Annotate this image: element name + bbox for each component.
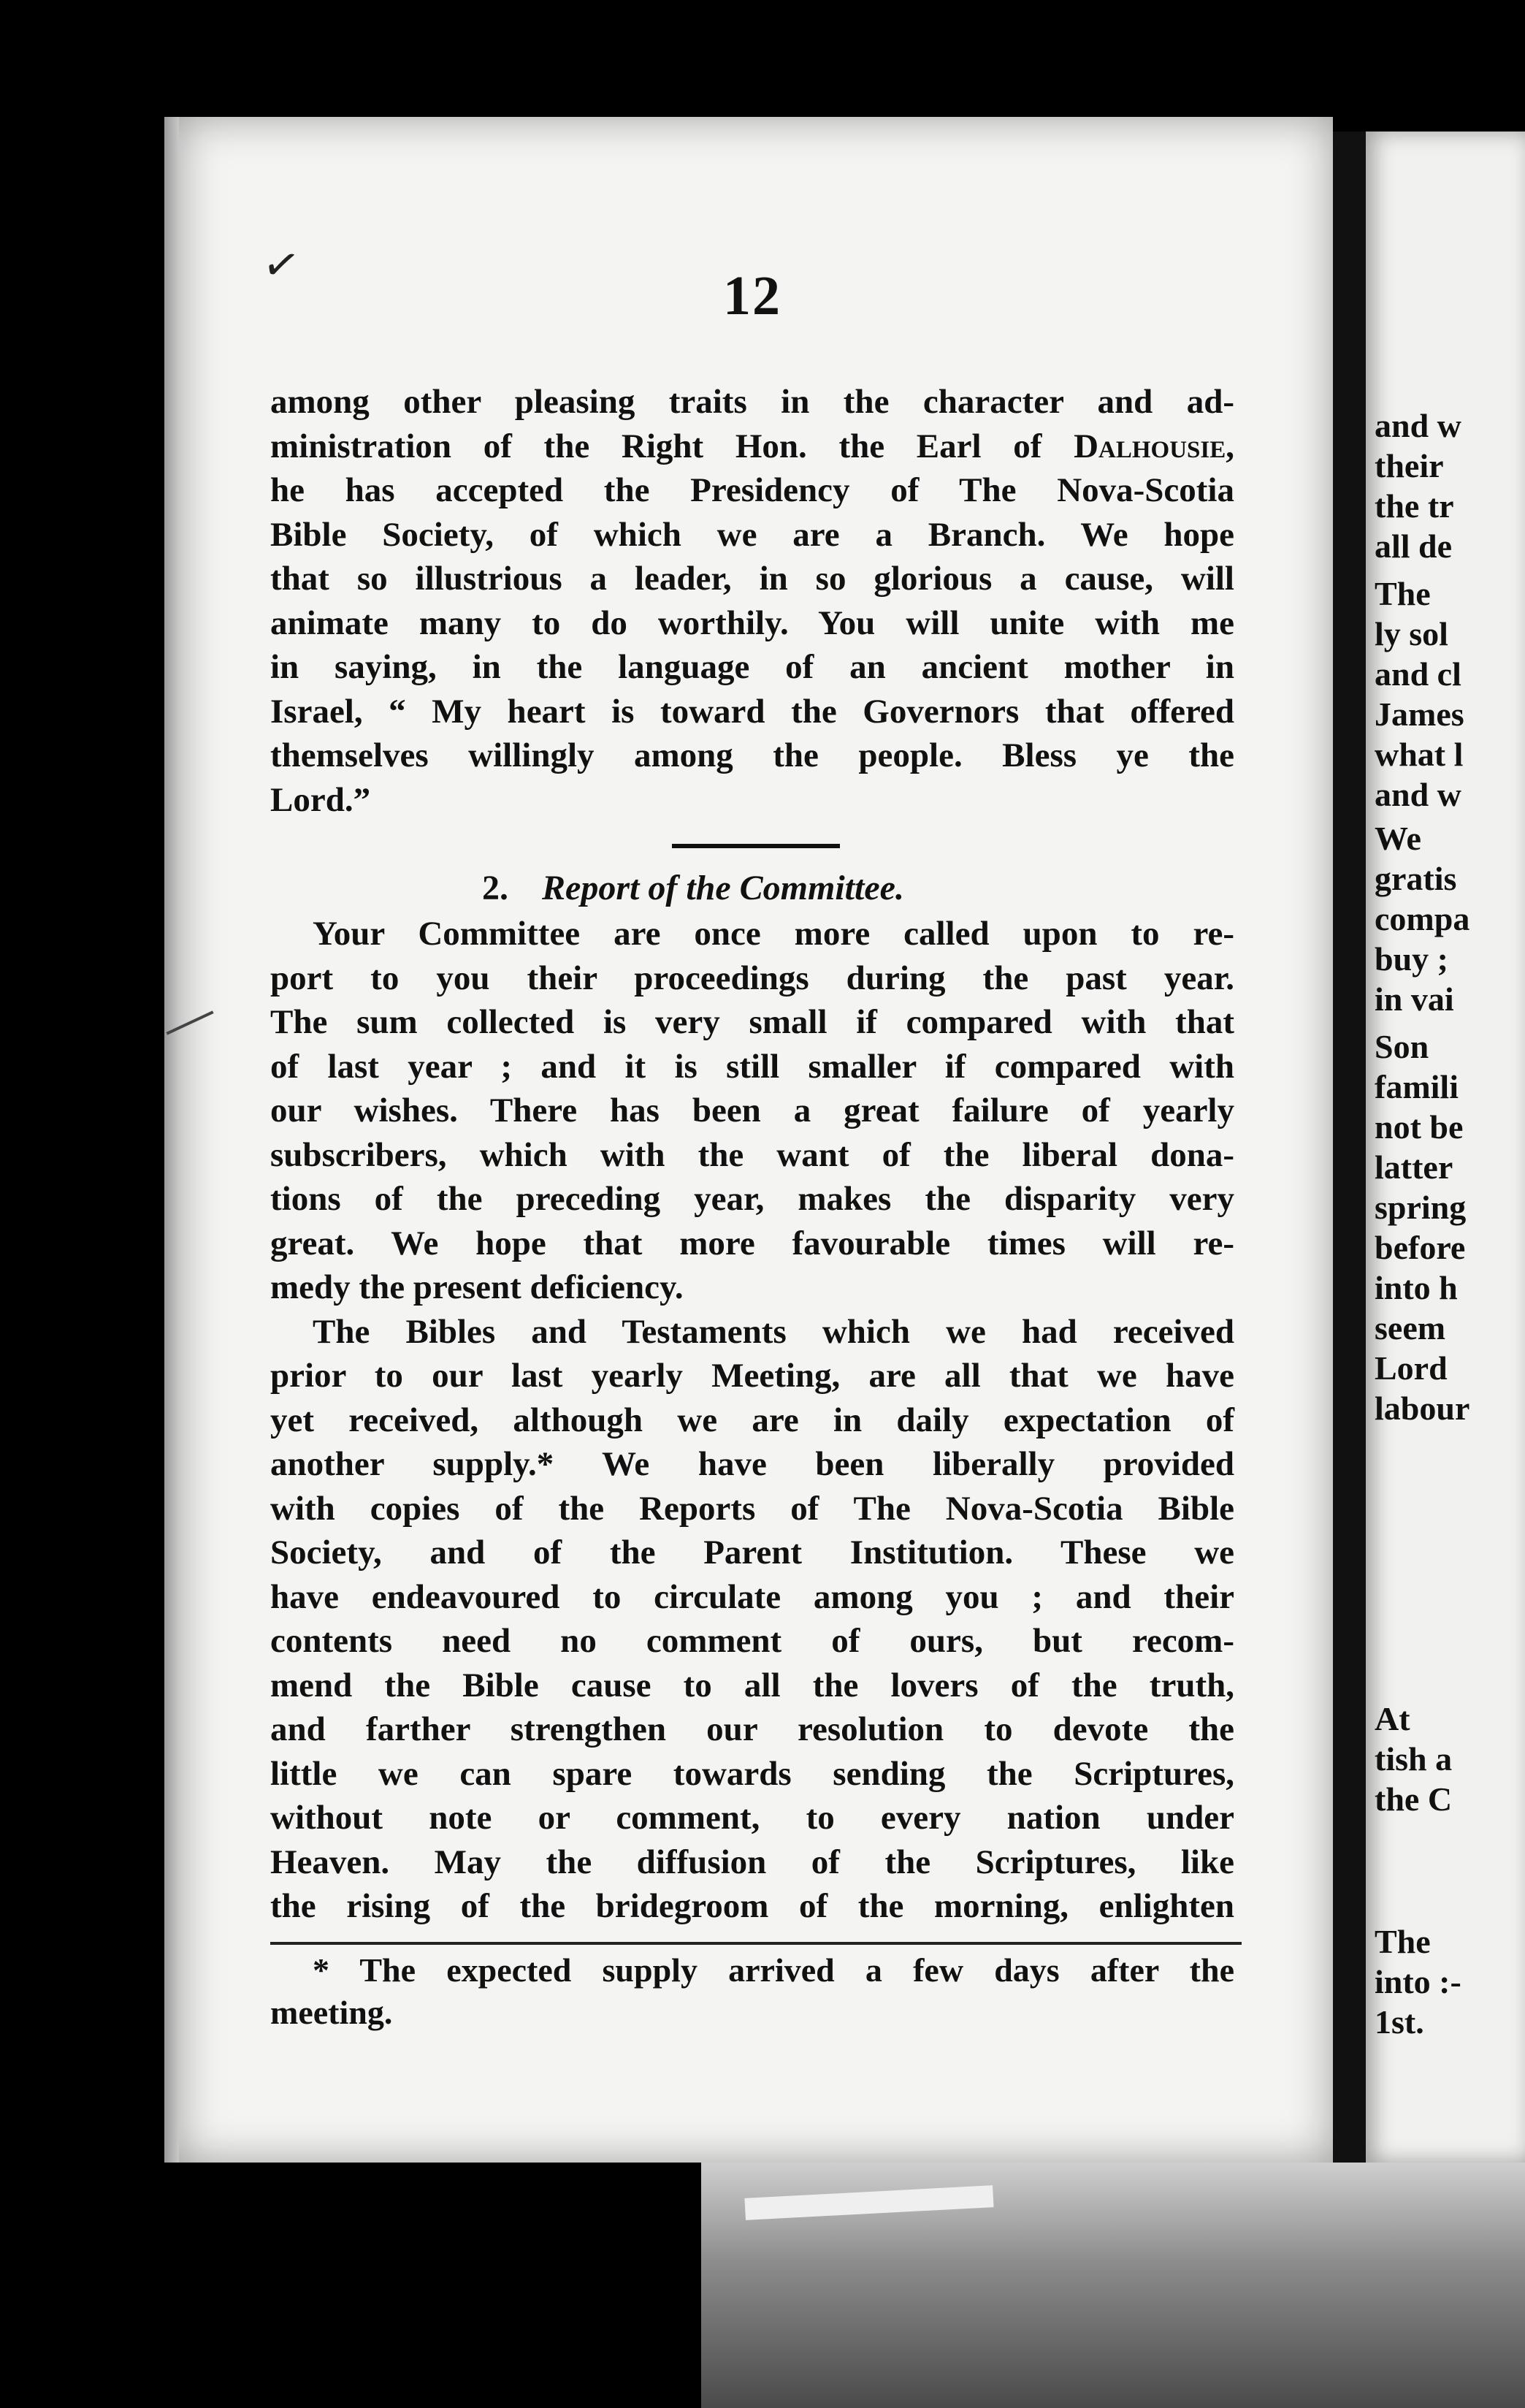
text-line: of last year ; and it is still smaller if compared with xyxy=(270,1047,1234,1086)
text-line: The sum collected is very small if compared with that xyxy=(270,1003,1234,1041)
paragraph-earl xyxy=(270,380,1234,822)
text-line: among other pleasing traits in the character and ad- xyxy=(270,383,1234,421)
section-divider xyxy=(672,844,840,848)
section-number: 2. xyxy=(482,869,508,907)
facing-page-line: into :- xyxy=(1375,1963,1461,2000)
facing-page-line: compa xyxy=(1375,900,1470,937)
text-line: another supply.* We have been liberally provided xyxy=(270,1445,1234,1483)
text-line: The Bibles and Testaments which we had received xyxy=(313,1312,1234,1351)
facing-page-line: in vai xyxy=(1375,980,1454,1018)
facing-page-line: the C xyxy=(1375,1780,1453,1818)
text-line: mend the Bible cause to all the lovers of the truth, xyxy=(270,1666,1234,1704)
facing-page-line: The xyxy=(1375,575,1431,612)
footnote-divider xyxy=(270,1942,1242,1945)
text-line: animate many to do worthily. You will unite with me xyxy=(270,603,1234,642)
text-line: Bible Society, of which we are a Branch. We hope xyxy=(270,515,1234,554)
facing-page-line: and w xyxy=(1375,776,1461,813)
pencil-check-mark: ✓ xyxy=(259,238,304,292)
text-line: without note or comment, to every nation under xyxy=(270,1799,1234,1837)
page-number: 12 xyxy=(723,265,781,327)
facing-page-line: spring xyxy=(1375,1189,1467,1226)
facing-page-line: labour xyxy=(1375,1390,1470,1427)
text-line xyxy=(270,424,1234,469)
text-line: our wishes. There has been a great failure of yearly xyxy=(270,1091,1234,1129)
earl-name: Dalhousie, xyxy=(1074,427,1234,465)
text-line: yet received, although we are in daily expectation of xyxy=(270,1401,1234,1439)
text-line: little we can spare towards sending the Scriptures, xyxy=(270,1754,1234,1793)
facing-page-line: latter xyxy=(1375,1148,1453,1186)
facing-page-line: and cl xyxy=(1375,655,1461,693)
footnote-line: meeting. xyxy=(270,1994,393,2031)
committee-report xyxy=(270,912,1234,1929)
text-line: great. We hope that more favourable times will re- xyxy=(270,1224,1234,1262)
facing-page-line: seem xyxy=(1375,1309,1446,1346)
facing-page-line: their xyxy=(1375,447,1444,484)
text-line: and farther strengthen our resolution to devote the xyxy=(270,1710,1234,1748)
facing-page-line: the tr xyxy=(1375,487,1454,525)
facing-page-line: tish a xyxy=(1375,1740,1453,1778)
facing-page-line: James xyxy=(1375,696,1464,733)
facing-page-line: all de xyxy=(1375,527,1453,565)
facing-page-line: At xyxy=(1375,1700,1410,1737)
text-line: medy the present deficiency. xyxy=(270,1268,684,1306)
text-line: tions of the preceding year, makes the disparity very xyxy=(270,1180,1234,1218)
facing-page-line: ly sol xyxy=(1375,615,1448,652)
facing-page-line: gratis xyxy=(1375,860,1457,897)
text-line: in saying, in the language of an ancient mother in xyxy=(270,648,1234,686)
text-line: Society, and of the Parent Institution. These we xyxy=(270,1533,1234,1571)
text-line: Lord.” xyxy=(270,780,371,819)
text-segment: ministration of the Right Hon. the Earl of xyxy=(270,427,1074,465)
text-line: that so illustrious a leader, in so glorious a cause, will xyxy=(270,560,1234,598)
text-line: with copies of the Reports of The Nova-Scotia Bible xyxy=(270,1489,1234,1528)
text-line: Your Committee are once more called upon to re- xyxy=(313,915,1234,953)
book-gutter xyxy=(1333,132,1366,2163)
facing-page-line: before xyxy=(1375,1229,1466,1266)
facing-page-line: buy ; xyxy=(1375,940,1448,978)
text-line: prior to our last yearly Meeting, are all that we have xyxy=(270,1357,1234,1395)
facing-page-line: 1st. xyxy=(1375,2003,1424,2041)
text-line: port to you their proceedings during the past year. xyxy=(270,959,1234,997)
paper-pile xyxy=(701,2163,1525,2408)
text-line: Heaven. May the diffusion of the Scriptures, like xyxy=(270,1843,1234,1881)
text-line: Israel, “ My heart is toward the Governors that offered xyxy=(270,692,1234,731)
facing-page xyxy=(1366,132,1525,2163)
text-line: the rising of the bridegroom of the morning, enlighten xyxy=(270,1887,1234,1925)
facing-page-line: famili xyxy=(1375,1068,1459,1105)
text-line: themselves willingly among the people. Bless ye the xyxy=(270,736,1234,774)
text-line: he has accepted the Presidency of The Nova-Scotia xyxy=(270,471,1234,509)
facing-page-line: The xyxy=(1375,1923,1431,1960)
facing-page-line: Lord xyxy=(1375,1349,1448,1387)
text-line: contents need no comment of ours, but recom- xyxy=(270,1622,1234,1660)
text-line: have endeavoured to circulate among you ; and their xyxy=(270,1577,1234,1616)
section-heading xyxy=(482,868,904,908)
text-line: subscribers, which with the want of the liberal dona- xyxy=(270,1135,1234,1174)
facing-page-line: We xyxy=(1375,820,1421,857)
footnote-line: * The expected supply arrived a few days after the xyxy=(313,1951,1234,1989)
section-title: Report of the Committee. xyxy=(542,869,904,907)
footnote xyxy=(270,1949,1234,2034)
facing-page-line: Son xyxy=(1375,1028,1429,1065)
facing-page-line: what l xyxy=(1375,736,1464,773)
facing-page-line: into h xyxy=(1375,1269,1458,1306)
facing-page-line: not be xyxy=(1375,1108,1464,1146)
facing-page-line: and w xyxy=(1375,407,1461,444)
